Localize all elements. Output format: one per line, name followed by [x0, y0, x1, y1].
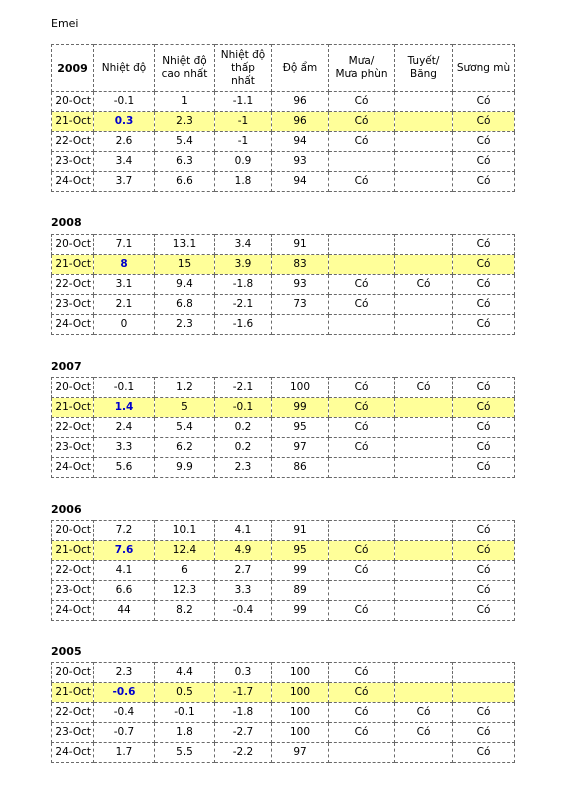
humidity-cell: 73: [272, 295, 329, 315]
rain-cell: Có: [329, 378, 395, 398]
rain-cell: [329, 235, 395, 255]
max-temp-cell: 12.4: [155, 541, 215, 561]
fog-cell: Có: [453, 92, 515, 112]
table-row: [52, 275, 515, 295]
humidity-cell: 99: [272, 398, 329, 418]
fog-cell: Có: [453, 255, 515, 275]
date-cell: 24-Oct: [52, 601, 94, 621]
humidity-cell: 94: [272, 172, 329, 192]
weather-table-2005: [51, 662, 515, 763]
min-temp-cell: 0.3: [215, 663, 272, 683]
date-cell: 20-Oct: [52, 663, 94, 683]
temp-cell: 0: [94, 315, 155, 335]
humidity-cell: [272, 315, 329, 335]
date-cell: 23-Oct: [52, 723, 94, 743]
date-cell: 23-Oct: [52, 581, 94, 601]
date-cell: 21-Oct: [52, 112, 94, 132]
humidity-cell: 91: [272, 521, 329, 541]
fog-cell: Có: [453, 723, 515, 743]
year-header: 2009: [52, 45, 94, 92]
date-cell: 21-Oct: [52, 541, 94, 561]
temp-cell: 2.6: [94, 132, 155, 152]
humidity-cell: 97: [272, 438, 329, 458]
date-cell: 22-Oct: [52, 561, 94, 581]
date-cell: 21-Oct: [52, 398, 94, 418]
fog-cell: Có: [453, 581, 515, 601]
fog-cell: Có: [453, 275, 515, 295]
date-cell: 23-Oct: [52, 295, 94, 315]
snow-cell: [395, 112, 453, 132]
fog-cell: Có: [453, 132, 515, 152]
fog-cell: Có: [453, 378, 515, 398]
snow-cell: [395, 315, 453, 335]
min-temp-cell: 0.2: [215, 418, 272, 438]
year-title-2008: 2008: [51, 216, 82, 229]
temp-cell: 1.4: [94, 398, 155, 418]
snow-cell: [395, 541, 453, 561]
max-temp-cell: 9.9: [155, 458, 215, 478]
rain-cell: [329, 152, 395, 172]
temp-cell: 2.1: [94, 295, 155, 315]
table-row: [52, 438, 515, 458]
humidity-cell: 100: [272, 663, 329, 683]
min-temp-cell: 2.7: [215, 561, 272, 581]
snow-cell: Có: [395, 378, 453, 398]
table-row: [52, 521, 515, 541]
date-cell: 21-Oct: [52, 683, 94, 703]
snow-cell: [395, 743, 453, 763]
rain-cell: Có: [329, 132, 395, 152]
temp-cell: 7.2: [94, 521, 155, 541]
date-cell: 20-Oct: [52, 235, 94, 255]
temp-cell: 6.6: [94, 581, 155, 601]
table-row: [52, 418, 515, 438]
weather-table-2008: [51, 234, 515, 335]
weather-table-2006: [51, 520, 515, 621]
page-title: Emei: [51, 17, 79, 30]
min-temp-cell: 2.3: [215, 458, 272, 478]
max-temp-cell: 10.1: [155, 521, 215, 541]
humidity-cell: 97: [272, 743, 329, 763]
humidity-cell: 100: [272, 378, 329, 398]
temp-cell: 5.6: [94, 458, 155, 478]
temp-cell: -0.7: [94, 723, 155, 743]
table-row: [52, 581, 515, 601]
temp-cell: 3.1: [94, 275, 155, 295]
temp-cell: 3.3: [94, 438, 155, 458]
snow-cell: [395, 601, 453, 621]
year-title-2007: 2007: [51, 360, 82, 373]
snow-cell: [395, 132, 453, 152]
weather-table-2009: [51, 44, 515, 192]
table-row: [52, 663, 515, 683]
humidity-cell: 96: [272, 92, 329, 112]
snow-cell: [395, 683, 453, 703]
temp-header: Nhiệt độ: [94, 45, 155, 92]
table-row: [52, 235, 515, 255]
weather-table-2007: [51, 377, 515, 478]
rain-cell: [329, 255, 395, 275]
header-row: [52, 45, 515, 92]
min-temp-cell: 4.1: [215, 521, 272, 541]
rain-cell: Có: [329, 112, 395, 132]
rain-cell: Có: [329, 295, 395, 315]
temp-cell: -0.1: [94, 378, 155, 398]
rain-cell: Có: [329, 438, 395, 458]
rain-cell: [329, 743, 395, 763]
temp-cell: 0.3: [94, 112, 155, 132]
snow-cell: Có: [395, 703, 453, 723]
table-row: [52, 152, 515, 172]
fog-cell: Có: [453, 295, 515, 315]
snow-cell: [395, 235, 453, 255]
snow-cell: [395, 458, 453, 478]
max-temp-cell: 8.2: [155, 601, 215, 621]
fog-cell: Có: [453, 743, 515, 763]
humidity-cell: 91: [272, 235, 329, 255]
table-row: [52, 398, 515, 418]
date-cell: 23-Oct: [52, 438, 94, 458]
rain-cell: Có: [329, 601, 395, 621]
fog-cell: Có: [453, 315, 515, 335]
humidity-header: Độ ẩm: [272, 45, 329, 92]
min-temp-cell: -1.6: [215, 315, 272, 335]
fog-cell: Có: [453, 458, 515, 478]
humidity-cell: 99: [272, 561, 329, 581]
date-cell: 22-Oct: [52, 703, 94, 723]
max-temp-cell: 5.4: [155, 132, 215, 152]
snow-cell: [395, 561, 453, 581]
max-temp-cell: 4.4: [155, 663, 215, 683]
max-temp-cell: 1.8: [155, 723, 215, 743]
year-title-2005: 2005: [51, 645, 82, 658]
humidity-cell: 100: [272, 683, 329, 703]
date-cell: 20-Oct: [52, 92, 94, 112]
table-row: [52, 92, 515, 112]
fog-cell: Có: [453, 112, 515, 132]
fog-cell: Có: [453, 601, 515, 621]
rain-cell: Có: [329, 418, 395, 438]
snow-cell: [395, 438, 453, 458]
max-temp-cell: 5.4: [155, 418, 215, 438]
rain-cell: [329, 315, 395, 335]
snow-cell: [395, 398, 453, 418]
temp-cell: 1.7: [94, 743, 155, 763]
rain-cell: Có: [329, 561, 395, 581]
date-cell: 20-Oct: [52, 378, 94, 398]
fog-cell: Có: [453, 418, 515, 438]
min-temp-cell: -1.8: [215, 275, 272, 295]
fog-cell: Có: [453, 561, 515, 581]
snow-cell: [395, 418, 453, 438]
min-temp-cell: -2.1: [215, 295, 272, 315]
min-temp-cell: -1: [215, 112, 272, 132]
table-row: [52, 132, 515, 152]
table-row: [52, 723, 515, 743]
snow-cell: [395, 581, 453, 601]
min-temp-cell: -1.8: [215, 703, 272, 723]
min-temp-cell: -1.7: [215, 683, 272, 703]
table-row: [52, 541, 515, 561]
rain-cell: Có: [329, 683, 395, 703]
rain-cell: Có: [329, 172, 395, 192]
rain-cell: [329, 581, 395, 601]
temp-cell: 2.4: [94, 418, 155, 438]
rain-cell: [329, 458, 395, 478]
fog-cell: Có: [453, 438, 515, 458]
date-cell: 20-Oct: [52, 521, 94, 541]
snow-cell: [395, 92, 453, 112]
temp-cell: 8: [94, 255, 155, 275]
temp-cell: -0.6: [94, 683, 155, 703]
humidity-cell: 94: [272, 132, 329, 152]
fog-cell: [453, 663, 515, 683]
snow-cell: [395, 255, 453, 275]
temp-cell: 7.6: [94, 541, 155, 561]
table-row: [52, 743, 515, 763]
fog-cell: Có: [453, 152, 515, 172]
min-temp-cell: -2.7: [215, 723, 272, 743]
table-row: [52, 378, 515, 398]
rain-cell: Có: [329, 663, 395, 683]
temp-cell: 2.3: [94, 663, 155, 683]
fog-header: Sương mù: [453, 45, 515, 92]
table-row: [52, 315, 515, 335]
rain-cell: Có: [329, 723, 395, 743]
table-row: [52, 458, 515, 478]
humidity-cell: 95: [272, 418, 329, 438]
table-row: [52, 295, 515, 315]
humidity-cell: 95: [272, 541, 329, 561]
rain-cell: Có: [329, 92, 395, 112]
max-temp-header: Nhiệt độ cao nhất: [155, 45, 215, 92]
fog-cell: Có: [453, 172, 515, 192]
humidity-cell: 93: [272, 275, 329, 295]
max-temp-cell: -0.1: [155, 703, 215, 723]
humidity-cell: 93: [272, 152, 329, 172]
date-cell: 24-Oct: [52, 315, 94, 335]
min-temp-cell: -0.4: [215, 601, 272, 621]
date-cell: 23-Oct: [52, 152, 94, 172]
temp-cell: 44: [94, 601, 155, 621]
max-temp-cell: 2.3: [155, 315, 215, 335]
min-temp-cell: -0.1: [215, 398, 272, 418]
max-temp-cell: 6.6: [155, 172, 215, 192]
max-temp-cell: 5: [155, 398, 215, 418]
humidity-cell: 86: [272, 458, 329, 478]
max-temp-cell: 1.2: [155, 378, 215, 398]
max-temp-cell: 6.3: [155, 152, 215, 172]
snow-cell: Có: [395, 723, 453, 743]
table-row: [52, 561, 515, 581]
min-temp-cell: 3.4: [215, 235, 272, 255]
date-cell: 24-Oct: [52, 172, 94, 192]
max-temp-cell: 6.8: [155, 295, 215, 315]
date-cell: 21-Oct: [52, 255, 94, 275]
rain-header: Mưa/ Mưa phùn: [329, 45, 395, 92]
min-temp-cell: 3.9: [215, 255, 272, 275]
min-temp-cell: -2.1: [215, 378, 272, 398]
temp-cell: -0.1: [94, 92, 155, 112]
min-temp-cell: -2.2: [215, 743, 272, 763]
min-temp-cell: -1.1: [215, 92, 272, 112]
snow-cell: [395, 663, 453, 683]
snow-cell: [395, 295, 453, 315]
rain-cell: [329, 521, 395, 541]
humidity-cell: 100: [272, 703, 329, 723]
min-temp-cell: 4.9: [215, 541, 272, 561]
temp-cell: 4.1: [94, 561, 155, 581]
temp-cell: 3.4: [94, 152, 155, 172]
max-temp-cell: 5.5: [155, 743, 215, 763]
date-cell: 24-Oct: [52, 458, 94, 478]
table-row: [52, 112, 515, 132]
max-temp-cell: 2.3: [155, 112, 215, 132]
rain-cell: Có: [329, 275, 395, 295]
temp-cell: 7.1: [94, 235, 155, 255]
snow-cell: [395, 152, 453, 172]
table-row: [52, 601, 515, 621]
min-temp-cell: 1.8: [215, 172, 272, 192]
fog-cell: Có: [453, 235, 515, 255]
snow-cell: [395, 172, 453, 192]
max-temp-cell: 15: [155, 255, 215, 275]
snow-cell: Có: [395, 275, 453, 295]
min-temp-header: Nhiệt độ thấp nhất: [215, 45, 272, 92]
humidity-cell: 83: [272, 255, 329, 275]
fog-cell: Có: [453, 398, 515, 418]
fog-cell: Có: [453, 521, 515, 541]
table-row: [52, 703, 515, 723]
max-temp-cell: 0.5: [155, 683, 215, 703]
date-cell: 22-Oct: [52, 275, 94, 295]
date-cell: 22-Oct: [52, 132, 94, 152]
snow-header: Tuyết/ Băng: [395, 45, 453, 92]
table-row: [52, 172, 515, 192]
date-cell: 24-Oct: [52, 743, 94, 763]
year-title-2006: 2006: [51, 503, 82, 516]
fog-cell: Có: [453, 703, 515, 723]
max-temp-cell: 9.4: [155, 275, 215, 295]
humidity-cell: 89: [272, 581, 329, 601]
min-temp-cell: 0.2: [215, 438, 272, 458]
date-cell: 22-Oct: [52, 418, 94, 438]
min-temp-cell: 0.9: [215, 152, 272, 172]
humidity-cell: 100: [272, 723, 329, 743]
min-temp-cell: 3.3: [215, 581, 272, 601]
max-temp-cell: 12.3: [155, 581, 215, 601]
min-temp-cell: -1: [215, 132, 272, 152]
rain-cell: Có: [329, 541, 395, 561]
max-temp-cell: 1: [155, 92, 215, 112]
table-row: [52, 255, 515, 275]
max-temp-cell: 6: [155, 561, 215, 581]
fog-cell: Có: [453, 541, 515, 561]
temp-cell: -0.4: [94, 703, 155, 723]
max-temp-cell: 13.1: [155, 235, 215, 255]
rain-cell: Có: [329, 398, 395, 418]
max-temp-cell: 6.2: [155, 438, 215, 458]
table-row: [52, 683, 515, 703]
humidity-cell: 96: [272, 112, 329, 132]
snow-cell: [395, 521, 453, 541]
temp-cell: 3.7: [94, 172, 155, 192]
fog-cell: [453, 683, 515, 703]
humidity-cell: 99: [272, 601, 329, 621]
rain-cell: Có: [329, 703, 395, 723]
